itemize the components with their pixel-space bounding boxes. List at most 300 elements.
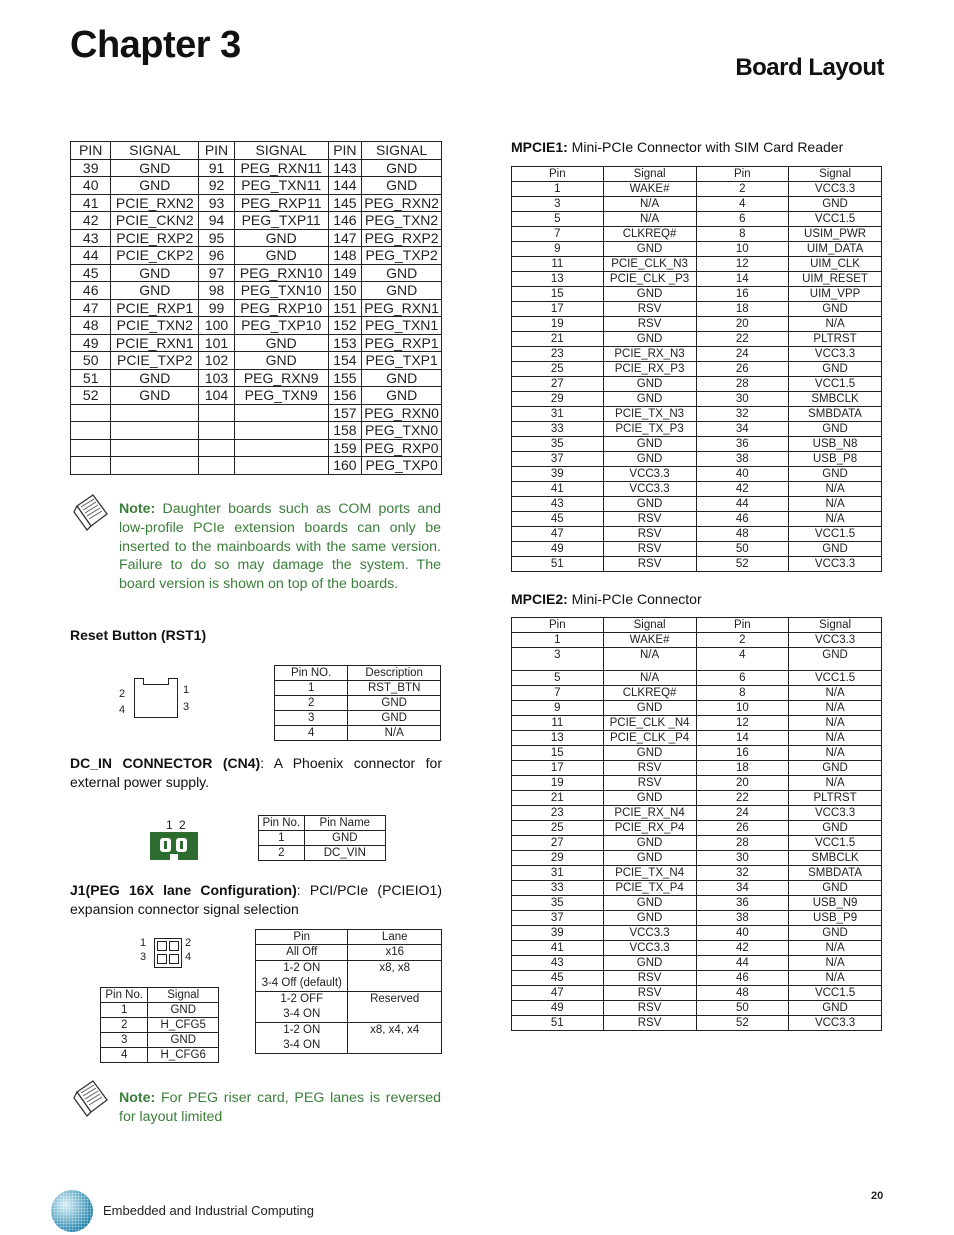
table-row [512, 701, 882, 716]
peg-table-body [71, 142, 442, 475]
table-cell: 37 [512, 911, 604, 926]
table-cell: 149 [328, 264, 362, 282]
table-cell: PEG_RXP10 [234, 299, 328, 317]
table-cell: 52 [696, 557, 789, 572]
header-cell: Signal [603, 167, 696, 182]
table-cell: 37 [512, 452, 604, 467]
table-cell: 23 [512, 806, 604, 821]
table-cell [234, 404, 328, 422]
table-row [512, 986, 882, 1001]
header-cell: Signal [603, 618, 696, 633]
header-cell: Pin [696, 167, 789, 182]
table-cell: 1 [512, 182, 604, 197]
table-cell: 16 [696, 287, 789, 302]
table-cell: 27 [512, 836, 604, 851]
table-row [71, 159, 442, 177]
table-cell: RSV [603, 1016, 696, 1031]
table-cell: PCIE_TX_N4 [603, 866, 696, 881]
table-row [512, 242, 882, 257]
table-cell: 33 [512, 881, 604, 896]
table-cell: 18 [696, 761, 789, 776]
note-peg-riser [119, 1089, 441, 1127]
table-header-row [275, 666, 441, 681]
page-number: 20 [871, 1190, 884, 1202]
table-cell: 42 [696, 941, 789, 956]
table-row [512, 926, 882, 941]
table-cell: 52 [71, 387, 111, 405]
table-cell: 99 [199, 299, 235, 317]
table-cell: 46 [696, 971, 789, 986]
lane-pin-cell [256, 992, 348, 1023]
table-header-row [512, 167, 882, 182]
table-cell: VCC3.3 [789, 347, 882, 362]
table-cell: 34 [696, 422, 789, 437]
header-cell: Description [348, 666, 441, 681]
table-cell: UIM_CLK [789, 257, 882, 272]
table-cell: VCC3.3 [603, 941, 696, 956]
table-cell: PLTRST [789, 791, 882, 806]
table-cell: 36 [696, 437, 789, 452]
table-cell: GND [789, 821, 882, 836]
table-cell: GND [789, 467, 882, 482]
table-cell: RSV [603, 776, 696, 791]
table-row [71, 247, 442, 265]
table-row [71, 212, 442, 230]
table-cell: 145 [328, 194, 362, 212]
table-cell: VCC1.5 [789, 527, 882, 542]
table-cell: 22 [696, 332, 789, 347]
table-cell: 150 [328, 282, 362, 300]
rst-pin-label: 3 [183, 701, 190, 713]
table-row [512, 851, 882, 866]
table-cell: 146 [328, 212, 362, 230]
header-cell: Pin No. [259, 816, 305, 831]
table-cell: 152 [328, 317, 362, 335]
rst-pin-label: 2 [119, 688, 126, 700]
table-cell: GND [603, 956, 696, 971]
table-cell: 13 [512, 272, 604, 287]
table-cell: GND [603, 701, 696, 716]
table-cell [111, 422, 199, 440]
dcin-table-body [259, 816, 386, 861]
table-cell: 40 [71, 177, 111, 195]
table-cell: VCC1.5 [789, 836, 882, 851]
table-header-row [256, 930, 442, 945]
table-cell: 5 [512, 212, 604, 227]
table-row [512, 332, 882, 347]
table-cell: CLKREQ# [603, 686, 696, 701]
table-cell: N/A [789, 317, 882, 332]
table-cell: 160 [328, 457, 362, 475]
table-cell: N/A [789, 971, 882, 986]
table-row [101, 1048, 219, 1063]
table-cell: N/A [789, 497, 882, 512]
table-row [512, 686, 882, 701]
table-cell: GND [789, 926, 882, 941]
table-cell: 25 [512, 821, 604, 836]
table-cell: GND [234, 247, 328, 265]
table-cell: 49 [71, 334, 111, 352]
table-cell: GND [362, 159, 442, 177]
header-cell: Pin [512, 167, 604, 182]
table-cell: 29 [512, 392, 604, 407]
table-cell: GND [789, 648, 882, 671]
j1-pin-label: 3 [140, 951, 147, 963]
table-cell: PCIE_TXN2 [111, 317, 199, 335]
table-row [101, 1018, 219, 1033]
table-cell: 43 [512, 497, 604, 512]
table-row [256, 992, 442, 1023]
table-cell: 26 [696, 362, 789, 377]
table-cell: PCIE_RX_N3 [603, 347, 696, 362]
table-cell: 19 [512, 776, 604, 791]
lane-pin-line: 1-2 ON [283, 962, 321, 974]
table-row [71, 282, 442, 300]
header-cell: Pin No. [101, 988, 148, 1003]
table-row [512, 257, 882, 272]
table-cell: 21 [512, 332, 604, 347]
table-cell: 148 [328, 247, 362, 265]
table-cell: GND [789, 542, 882, 557]
table-cell [111, 457, 199, 475]
table-cell: GND [234, 334, 328, 352]
rst-heading: Reset Button (RST1) [70, 627, 207, 643]
table-cell: VCC3.3 [789, 1016, 882, 1031]
table-cell [71, 439, 111, 457]
table-row [512, 648, 882, 671]
table-row [275, 696, 441, 711]
table-cell: GND [789, 881, 882, 896]
table-row [512, 671, 882, 686]
table-cell: USIM_PWR [789, 227, 882, 242]
table-cell: 12 [696, 716, 789, 731]
table-cell: VCC1.5 [789, 671, 882, 686]
table-cell: 7 [512, 227, 604, 242]
note-text: Daughter boards such as COM ports and low-profile PCIe extension boards can only be inserted to the mainboards with the same version. Failure to do so may damage the system. The board version is shown on top of the boards. [119, 501, 441, 593]
table-cell: 2 [696, 182, 789, 197]
table-row [101, 1033, 219, 1048]
table-cell: 41 [512, 482, 604, 497]
table-cell: 24 [696, 347, 789, 362]
j1-pin-table-body [101, 988, 219, 1063]
chapter-title: Chapter 3 [70, 24, 241, 66]
header-cell: PIN [328, 142, 362, 160]
table-row [71, 352, 442, 370]
table-cell: 15 [512, 746, 604, 761]
table-cell: 45 [71, 264, 111, 282]
table-cell: 51 [512, 557, 604, 572]
table-row [512, 881, 882, 896]
table-row [71, 299, 442, 317]
lane-value-cell: x8, x4, x4 [348, 1023, 442, 1054]
table-row [512, 437, 882, 452]
table-row [512, 392, 882, 407]
table-cell: 38 [696, 911, 789, 926]
table-cell: N/A [789, 776, 882, 791]
table-cell: 20 [696, 776, 789, 791]
table-cell: 46 [71, 282, 111, 300]
table-cell: N/A [789, 512, 882, 527]
rst-table-body [275, 666, 441, 741]
table-row [512, 227, 882, 242]
table-cell: 158 [328, 422, 362, 440]
table-cell: 48 [696, 527, 789, 542]
table-cell: PEG_RXP11 [234, 194, 328, 212]
mpcie1-heading [511, 139, 843, 155]
mpcie1-table [511, 166, 882, 572]
table-cell: 3 [275, 711, 348, 726]
table-row [512, 1001, 882, 1016]
table-cell: PEG_RXN10 [234, 264, 328, 282]
table-row [512, 497, 882, 512]
table-row [259, 846, 386, 861]
table-cell: GND [304, 831, 385, 846]
table-cell: PEG_TXP2 [362, 247, 442, 265]
table-cell: 14 [696, 272, 789, 287]
table-cell: 15 [512, 287, 604, 302]
table-row [71, 317, 442, 335]
table-cell: PCIE_TX_P3 [603, 422, 696, 437]
table-cell: 143 [328, 159, 362, 177]
table-cell: GND [603, 791, 696, 806]
lane-value-cell: x16 [348, 945, 442, 961]
table-cell: 154 [328, 352, 362, 370]
table-cell: 147 [328, 229, 362, 247]
table-cell: SMBCLK [789, 851, 882, 866]
table-header-row [512, 618, 882, 633]
table-cell: 38 [696, 452, 789, 467]
table-cell: N/A [789, 746, 882, 761]
dcin-heading: DC_IN CONNECTOR (CN4) [70, 755, 261, 771]
table-row [512, 482, 882, 497]
table-cell: GND [603, 332, 696, 347]
table-cell: N/A [603, 648, 696, 671]
lane-pin-line: All Off [286, 946, 318, 958]
table-row [512, 761, 882, 776]
table-cell: GND [789, 761, 882, 776]
table-cell: 9 [512, 242, 604, 257]
table-row [512, 362, 882, 377]
lane-pin-line: 1-2 ON [283, 1024, 321, 1036]
dcin-pin-label: 1 [166, 818, 173, 832]
table-row [512, 633, 882, 648]
table-cell: PEG_RXN2 [362, 194, 442, 212]
table-cell: CLKREQ# [603, 227, 696, 242]
table-cell: RSV [603, 542, 696, 557]
table-cell: 102 [199, 352, 235, 370]
table-row [512, 776, 882, 791]
table-cell: VCC3.3 [603, 467, 696, 482]
note-icon [71, 1078, 109, 1118]
j1-pin-table [100, 987, 219, 1063]
table-row [512, 746, 882, 761]
table-cell: PCIE_TXP2 [111, 352, 199, 370]
table-cell: 4 [696, 197, 789, 212]
table-header-row [101, 988, 219, 1003]
table-cell [199, 457, 235, 475]
lane-pin-cell [256, 1023, 348, 1054]
rst-pin-label: 1 [183, 684, 190, 696]
header-cell: Pin Name [304, 816, 385, 831]
table-row [71, 264, 442, 282]
table-cell: GND [148, 1003, 219, 1018]
dcin-text: : A Phoenix connector for external power supply. [70, 755, 442, 790]
table-cell: 20 [696, 317, 789, 332]
mpcie2-table-body [512, 618, 882, 1031]
table-cell: USB_P9 [789, 911, 882, 926]
table-row [71, 177, 442, 195]
header-cell: Signal [148, 988, 219, 1003]
table-cell: 17 [512, 302, 604, 317]
mpcie1-heading-bold: MPCIE1: [511, 139, 568, 155]
lane-pin-line: 3-4 Off (default) [261, 977, 342, 989]
table-cell: PEG_TXN0 [362, 422, 442, 440]
table-cell [199, 404, 235, 422]
table-cell: 151 [328, 299, 362, 317]
table-row [512, 731, 882, 746]
table-cell: 3 [512, 648, 604, 671]
table-cell: 92 [199, 177, 235, 195]
table-cell: 31 [512, 407, 604, 422]
header-cell: SIGNAL [111, 142, 199, 160]
table-cell: RSV [603, 527, 696, 542]
table-cell: GND [148, 1033, 219, 1048]
table-cell: PEG_RXN1 [362, 299, 442, 317]
table-cell: 22 [696, 791, 789, 806]
table-cell: N/A [789, 956, 882, 971]
table-row [256, 961, 442, 992]
table-cell: 39 [512, 467, 604, 482]
table-cell: 50 [71, 352, 111, 370]
table-cell: 101 [199, 334, 235, 352]
table-row [512, 956, 882, 971]
table-cell: VCC1.5 [789, 212, 882, 227]
table-row [275, 726, 441, 741]
table-cell: 3 [101, 1033, 148, 1048]
table-cell: 29 [512, 851, 604, 866]
note-daughter-boards [119, 500, 441, 594]
table-cell: 41 [512, 941, 604, 956]
table-cell: GND [603, 836, 696, 851]
table-cell: DC_VIN [304, 846, 385, 861]
table-cell: 95 [199, 229, 235, 247]
table-cell: 97 [199, 264, 235, 282]
table-cell: PCIE_CKN2 [111, 212, 199, 230]
table-cell: 33 [512, 422, 604, 437]
table-cell: GND [789, 422, 882, 437]
table-cell: 27 [512, 377, 604, 392]
table-cell: 157 [328, 404, 362, 422]
table-cell: PCIE_RXN1 [111, 334, 199, 352]
table-cell: GND [789, 362, 882, 377]
table-cell: RSV [603, 971, 696, 986]
j1-description [70, 881, 442, 919]
section-title: Board Layout [735, 54, 884, 81]
table-row [71, 194, 442, 212]
table-cell: 5 [512, 671, 604, 686]
table-row [256, 945, 442, 961]
table-cell: 1 [101, 1003, 148, 1018]
header-cell: Signal [789, 618, 882, 633]
mpcie1-table-body [512, 167, 882, 572]
table-cell: PEG_TXN2 [362, 212, 442, 230]
table-cell: 1 [275, 681, 348, 696]
table-cell: 8 [696, 227, 789, 242]
table-row [512, 212, 882, 227]
table-cell: 42 [696, 482, 789, 497]
note-label: Note: [119, 1090, 156, 1106]
table-cell: PEG_TXN1 [362, 317, 442, 335]
table-cell: 13 [512, 731, 604, 746]
table-cell [199, 439, 235, 457]
table-cell: PEG_TXP11 [234, 212, 328, 230]
table-cell: GND [111, 177, 199, 195]
table-cell: PEG_TXN11 [234, 177, 328, 195]
lane-pin-line: 3-4 ON [283, 1039, 321, 1051]
table-cell: PEG_RXP0 [362, 439, 442, 457]
table-cell: 45 [512, 971, 604, 986]
table-cell: PEG_TXP10 [234, 317, 328, 335]
table-cell: GND [603, 497, 696, 512]
table-cell: 3 [512, 197, 604, 212]
table-cell: 94 [199, 212, 235, 230]
table-cell: GND [348, 711, 441, 726]
table-row [512, 836, 882, 851]
table-cell: 31 [512, 866, 604, 881]
table-cell: 44 [71, 247, 111, 265]
header-cell: PIN [199, 142, 235, 160]
lane-pin-cell [256, 961, 348, 992]
table-cell: GND [348, 696, 441, 711]
header-cell: Pin NO. [275, 666, 348, 681]
table-cell: SMBCLK [789, 392, 882, 407]
table-cell: GND [111, 369, 199, 387]
table-cell: PEG_RXP2 [362, 229, 442, 247]
table-row [512, 1016, 882, 1031]
table-row [512, 971, 882, 986]
table-cell: 4 [101, 1048, 148, 1063]
table-cell: 30 [696, 851, 789, 866]
table-cell: 40 [696, 467, 789, 482]
note-label: Note: [119, 501, 156, 517]
table-cell: WAKE# [603, 633, 696, 648]
table-cell: 23 [512, 347, 604, 362]
table-cell: 25 [512, 362, 604, 377]
table-cell: SMBDATA [789, 407, 882, 422]
table-row [101, 1003, 219, 1018]
table-cell [111, 404, 199, 422]
lane-pin-cell [256, 945, 348, 961]
table-cell: 32 [696, 407, 789, 422]
table-cell: RSV [603, 302, 696, 317]
table-cell [111, 439, 199, 457]
header-cell: Lane [348, 930, 442, 945]
table-cell: 19 [512, 317, 604, 332]
table-cell: 28 [696, 377, 789, 392]
table-cell: 44 [696, 956, 789, 971]
table-cell: UIM_VPP [789, 287, 882, 302]
table-cell: GND [111, 387, 199, 405]
table-row [512, 272, 882, 287]
table-cell: 50 [696, 1001, 789, 1016]
table-row [71, 229, 442, 247]
j1-pin-label: 4 [185, 951, 192, 963]
table-header-row [71, 142, 442, 160]
table-cell: PLTRST [789, 332, 882, 347]
table-row [71, 369, 442, 387]
table-cell: GND [362, 177, 442, 195]
table-cell: H_CFG5 [148, 1018, 219, 1033]
